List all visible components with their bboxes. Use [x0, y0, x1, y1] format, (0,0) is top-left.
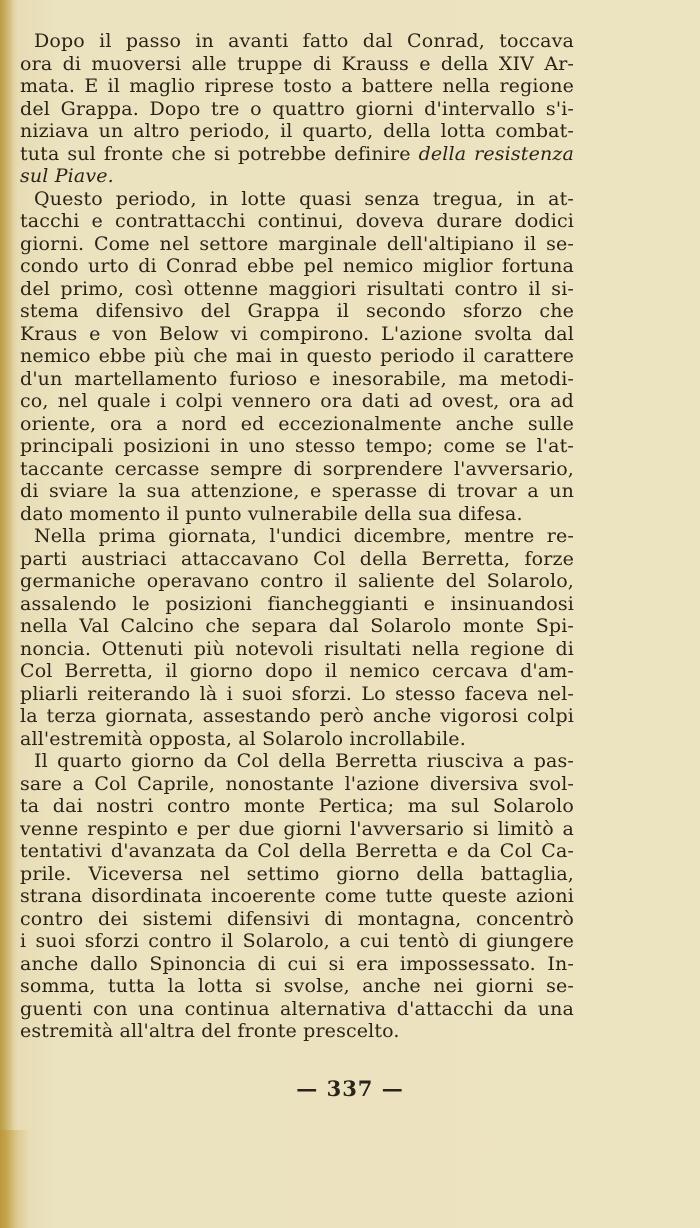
text-run: taccante cercasse sempre di sorprendere l'avversario,: [20, 457, 574, 480]
text-run: parti austriaci attaccavano Col della Berretta, forze: [20, 547, 574, 570]
text-line: [20, 953, 574, 976]
page-gutter-shadow: [0, 0, 14, 1228]
text-run: del primo, così ottenne maggiori risultati contro il si-: [20, 277, 574, 300]
text-run: niziava un altro periodo, il quarto, della lotta combat-: [20, 120, 574, 142]
text-run: nemico ebbe più che mai in questo periodo il carattere: [20, 345, 574, 367]
text-run: tuta sul fronte che si potrebbe definire: [20, 142, 419, 165]
text-line: [20, 795, 574, 818]
text-line: [20, 593, 574, 616]
text-run: somma, tutta la lotta si svolse, anche nei giorni se-: [20, 975, 574, 997]
text-run: contro dei sistemi difensivi di montagna, concentrò: [20, 907, 574, 930]
text-line: [20, 480, 574, 503]
text-run: estremità all'altra del fronte prescelto.: [20, 1020, 400, 1042]
text-run: la terza giornata, assestando però anche vigorosi colpi: [20, 705, 574, 727]
text-line: [20, 548, 574, 571]
text-line: [20, 390, 574, 413]
text-line: [20, 435, 574, 458]
text-run: mata. E il maglio riprese tosto a battere nella regione: [20, 75, 574, 97]
text-line: [20, 278, 574, 301]
text-line: [20, 998, 574, 1021]
text-line: [20, 413, 574, 436]
page-edge-stain: [0, 1130, 30, 1228]
text-run: i suoi sforzi contro il Solarolo, a cui tentò di giungere: [20, 930, 574, 952]
text-run: germaniche operavano contro il saliente del Solarolo,: [20, 570, 574, 592]
text-run: ta dai nostri contro monte Pertica; ma sul Solarolo: [20, 795, 574, 817]
text-run: pliarli reiterando là i suoi sforzi. Lo stesso faceva nel-: [20, 682, 574, 705]
italic-text-run: sul Piave.: [20, 165, 114, 187]
text-run: Dopo il passo in avanti fatto dal Conrad, toccava: [34, 30, 574, 52]
text-run: d'un martellamento furioso e inesorabile, ma metodi-: [20, 367, 574, 390]
text-line: [20, 323, 574, 346]
text-run: noncia. Ottenuti più notevoli risultati nella regione di: [20, 637, 574, 660]
text-run: co, nel quale i colpi vennero ora dati ad ovest, ora ad: [20, 390, 574, 412]
text-run: nella Val Calcino che separa dal Solarolo monte Spi-: [20, 615, 574, 637]
paragraph: [20, 750, 574, 1043]
text-line: [20, 368, 574, 391]
text-line: [20, 53, 574, 76]
text-run: sare a Col Caprile, nonostante l'azione diversiva svol-: [20, 772, 574, 795]
paragraph: [20, 30, 574, 188]
text-run: venne respinto e per due giorni l'avversario si limitò a: [20, 817, 574, 840]
text-line: [20, 503, 574, 526]
text-line: [20, 458, 574, 481]
text-line: [20, 165, 574, 188]
text-run: anche dallo Spinoncia di cui si era impossessato. In-: [20, 952, 574, 975]
text-line: [20, 570, 574, 593]
body-text: [20, 30, 574, 1043]
text-line: [20, 188, 574, 211]
text-run: Kraus e von Below vi compirono. L'azione svolta dal: [20, 322, 574, 345]
text-line: [20, 750, 574, 773]
text-line: [20, 638, 574, 661]
text-run: stema difensivo del Grappa il secondo sforzo che: [20, 300, 574, 322]
text-line: [20, 908, 574, 931]
text-line: [20, 255, 574, 278]
text-line: [20, 840, 574, 863]
text-line: [20, 773, 574, 796]
text-run: Questo periodo, in lotte quasi senza tregua, in at-: [34, 187, 574, 210]
text-line: [20, 30, 574, 53]
text-line: [20, 863, 574, 886]
text-line: [20, 525, 574, 548]
page-number: — 337 —: [296, 1076, 404, 1101]
text-run: principali posizioni in uno stesso tempo; come se l'at-: [20, 435, 574, 457]
text-run: ora di muoversi alle truppe di Krauss e della XIV Ar-: [20, 52, 574, 75]
text-line: [20, 975, 574, 998]
text-line: [20, 1020, 574, 1043]
text-line: [20, 683, 574, 706]
text-line: [20, 210, 574, 233]
italic-text-run: della resistenza: [418, 142, 575, 165]
text-run: assalendo le posizioni fiancheggianti e insinuandosi: [20, 592, 574, 615]
text-run: Col Berretta, il giorno dopo il nemico cercava d'am-: [20, 660, 574, 682]
text-run: di sviare la sua attenzione, e sperasse di trovar a un: [20, 480, 574, 502]
text-line: [20, 885, 574, 908]
text-run: prile. Viceversa nel settimo giorno della battaglia,: [20, 862, 574, 885]
text-run: Nella prima giornata, l'undici dicembre, mentre re-: [34, 525, 574, 547]
text-run: tacchi e contrattacchi continui, doveva durare dodici: [20, 210, 574, 232]
text-run: del Grappa. Dopo tre o quattro giorni d'intervallo s'i-: [20, 97, 574, 120]
text-line: [20, 705, 574, 728]
text-run: Il quarto giorno da Col della Berretta riusciva a pas-: [34, 750, 574, 772]
text-run: tentativi d'avanzata da Col della Berretta e da Col Ca-: [20, 840, 574, 862]
text-run: guenti con una continua alternativa d'attacchi da una: [20, 997, 574, 1020]
text-run: oriente, ora a nord ed eccezionalmente anche sulle: [20, 412, 574, 435]
text-run: giorni. Come nel settore marginale dell'altipiano il se-: [20, 232, 574, 255]
paragraph: [20, 525, 574, 750]
text-line: [20, 300, 574, 323]
text-run: dato momento il punto vulnerabile della sua difesa.: [20, 502, 523, 525]
text-line: [20, 818, 574, 841]
text-line: [20, 615, 574, 638]
text-line: [20, 120, 574, 143]
text-line: [20, 930, 574, 953]
paragraph: [20, 188, 574, 526]
text-line: [20, 345, 574, 368]
text-run: all'estremità opposta, al Solarolo incrollabile.: [20, 727, 466, 750]
text-line: [20, 143, 574, 166]
text-line: [20, 75, 574, 98]
text-line: [20, 233, 574, 256]
text-line: [20, 728, 574, 751]
text-run: strana disordinata incoerente come tutte queste azioni: [20, 885, 574, 907]
text-line: [20, 660, 574, 683]
text-run: condo urto di Conrad ebbe pel nemico miglior fortuna: [20, 255, 574, 277]
text-line: [20, 98, 574, 121]
